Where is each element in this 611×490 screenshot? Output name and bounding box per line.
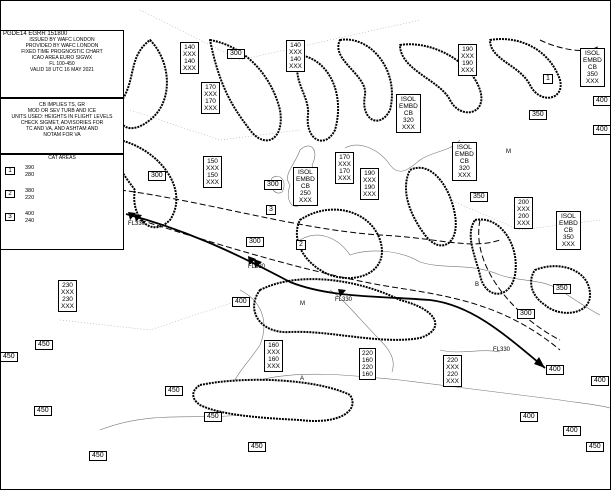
jet-fl-label-4: FL330	[493, 347, 511, 353]
trop-height-15: 450	[0, 352, 18, 362]
cat-areas-title: CAT AREAS	[48, 155, 76, 161]
svg-text:M: M	[506, 149, 511, 155]
turb-box-9	[58, 280, 77, 312]
turb-box-11	[359, 348, 376, 380]
notes-panel	[0, 98, 124, 154]
cat-areas-panel	[0, 154, 124, 250]
cb-box-4	[293, 167, 318, 206]
trop-height-17: 450	[34, 406, 52, 416]
cat-legend-3-id: 3	[5, 213, 15, 221]
turb-box-6-line-4: XXX	[338, 175, 352, 182]
cat-legend-2	[5, 188, 35, 201]
issue-line-3: FIXED TIME PROGNOSTIC CHART	[21, 49, 103, 55]
trop-height-20: 450	[248, 442, 266, 452]
cb-box-1-line-4: 350	[586, 71, 598, 78]
trop-height-23: 450	[586, 442, 604, 452]
turb-box-12	[443, 355, 462, 387]
note-line-4: UNITS USED: HEIGHTS IN FLIGHT LEVELS	[11, 114, 113, 120]
jet-fl-label-1: FL330	[128, 221, 146, 227]
trop-height-16: 450	[165, 386, 183, 396]
turb-box-2-line-2: XXX	[289, 49, 303, 56]
cb-box-2-line-1: ISOL	[400, 96, 416, 103]
turb-box-12-line-4: XXX	[446, 378, 460, 385]
turb-box-12-line-3: 220	[447, 371, 458, 378]
cat-legend-2-id: 2	[5, 190, 15, 198]
cat-legend-1	[5, 165, 35, 178]
trop-height-11: 300	[517, 309, 535, 319]
cb-box-2-line-4: 320	[402, 117, 414, 124]
svg-text:M: M	[300, 301, 305, 307]
note-line-5: CHECK SIGMET, ADVISORIES FOR	[20, 120, 104, 126]
turb-box-11-line-4: 160	[362, 371, 373, 378]
cat-legend-3-bottom: 240	[25, 218, 35, 224]
turb-box-12-line-1: 220	[447, 357, 458, 364]
trop-height-19: 450	[89, 451, 107, 461]
turb-box-10-line-1: 160	[268, 342, 279, 349]
cat-legend-3	[5, 211, 35, 224]
turb-box-3-line-2: XXX	[204, 91, 218, 98]
cb-box-4-line-5: XXX	[298, 197, 312, 204]
turb-box-5-line-1: 150	[207, 158, 218, 165]
trop-height-13: 400	[591, 376, 609, 386]
trop-height-3: 350	[529, 110, 547, 120]
svg-text:A: A	[300, 376, 305, 382]
cat-legend-1-top: 390	[25, 165, 35, 171]
turb-box-5-line-3: 150	[207, 172, 218, 179]
turb-box-7-line-2: XXX	[363, 177, 377, 184]
turb-box-4-line-2: XXX	[461, 53, 475, 60]
turb-box-7-line-4: XXX	[363, 191, 377, 198]
trop-height-10: 400	[232, 297, 250, 307]
turb-box-3	[201, 82, 220, 114]
turb-box-10-line-3: 160	[268, 356, 279, 363]
cat-marker-3: 3	[266, 205, 276, 215]
turb-box-1-line-3: 140	[184, 58, 195, 65]
cb-box-3-line-3: CB	[459, 158, 469, 165]
turb-box-11-line-3: 220	[362, 364, 373, 371]
jet-fl-label-2: FL330	[248, 264, 266, 270]
cb-box-5-line-1: ISOL	[560, 213, 576, 220]
turb-box-1-line-1: 140	[184, 44, 195, 51]
cb-box-2-line-5: XXX	[401, 124, 415, 131]
cb-box-1-line-1: ISOL	[584, 50, 600, 57]
note-line-2: MOD OR SEV TURB AND ICE	[27, 108, 97, 114]
svg-text:B: B	[475, 282, 480, 288]
cat-marker-1: 1	[543, 74, 553, 84]
cb-box-5	[556, 211, 581, 250]
cat-legend-3-top: 400	[25, 211, 35, 217]
trop-height-5: 300	[148, 171, 166, 181]
issue-line-1: ISSUED BY WAFC LONDON	[29, 37, 95, 43]
trop-height-1: 300	[227, 49, 245, 59]
turb-box-5-line-2: XXX	[206, 165, 220, 172]
cb-box-4-line-3: CB	[300, 183, 310, 190]
turb-box-5-line-4: XXX	[206, 179, 220, 186]
turb-box-10-line-4: XXX	[267, 363, 281, 370]
trop-height-21: 400	[520, 412, 538, 422]
cat-legend-1-bottom: 280	[25, 172, 35, 178]
turb-box-4-line-4: XXX	[461, 67, 475, 74]
turb-box-9-line-1: 230	[62, 282, 73, 289]
turb-box-10-line-2: XXX	[267, 349, 281, 356]
turb-box-9-line-4: XXX	[61, 303, 75, 310]
cb-box-3-line-2: EMBD	[455, 151, 474, 158]
cb-box-1	[580, 48, 605, 87]
turb-box-8-line-2: XXX	[517, 206, 531, 213]
turb-box-5	[203, 156, 222, 188]
turb-box-6	[335, 152, 354, 184]
turb-box-4	[458, 44, 477, 76]
issue-line-2: PROVIDED BY WAFC LONDON	[25, 43, 99, 49]
turb-box-6-line-1: 170	[339, 154, 350, 161]
turb-box-8-line-1: 200	[518, 199, 529, 206]
trop-height-12: 400	[546, 365, 564, 375]
turb-box-4-line-1: 190	[462, 46, 473, 53]
turb-box-6-line-3: 170	[339, 168, 350, 175]
issue-line-6: VALID 18 UTC 16 MAY 2021	[30, 67, 94, 73]
cb-box-4-line-4: 250	[299, 190, 311, 197]
chart-id: PGDE14 EGRR 151800	[3, 31, 68, 37]
turb-box-8-line-3: 200	[518, 213, 529, 220]
turb-box-9-line-2: XXX	[61, 289, 75, 296]
turb-box-3-line-3: 170	[205, 98, 216, 105]
cat-legend-2-top: 380	[25, 188, 35, 194]
trop-height-9: 350	[553, 284, 571, 294]
turb-box-7	[360, 168, 379, 200]
cb-box-5-line-4: 350	[562, 234, 574, 241]
note-line-7: NOTAM FOR VA	[43, 132, 81, 138]
cb-box-5-line-2: EMBD	[559, 220, 578, 227]
turb-box-3-line-4: XXX	[204, 105, 218, 112]
cb-box-3-line-1: ISOL	[456, 144, 472, 151]
turb-box-11-line-1: 220	[362, 350, 373, 357]
issue-line-4: ICAO AREA EURO SIGWX	[31, 55, 93, 61]
trop-height-14: 450	[35, 340, 53, 350]
cb-box-4-line-1: ISOL	[297, 169, 313, 176]
cb-box-3-line-4: 320	[458, 165, 470, 172]
trop-height-7: 300	[246, 237, 264, 247]
cb-box-1-line-3: CB	[587, 64, 597, 71]
turb-box-7-line-3: 190	[364, 184, 375, 191]
trop-height-6: 300	[264, 180, 282, 190]
cb-box-2-line-3: CB	[403, 110, 413, 117]
cb-box-2	[396, 94, 421, 133]
cb-box-1-line-2: EMBD	[583, 57, 602, 64]
turb-box-1-line-2: XXX	[183, 51, 197, 58]
turb-box-10	[264, 340, 283, 372]
turb-box-3-line-1: 170	[205, 84, 216, 91]
trop-height-22: 400	[563, 426, 581, 436]
note-line-1: CB IMPLIES TS, GR	[38, 102, 86, 108]
issue-line-5: FL 100-450	[49, 61, 75, 67]
turb-box-2	[286, 40, 305, 72]
turb-box-12-line-2: XXX	[446, 364, 460, 371]
cat-legend-1-id: 1	[5, 167, 15, 175]
turb-box-4-line-3: 190	[462, 60, 473, 67]
cb-box-5-line-3: CB	[563, 227, 573, 234]
cb-box-1-line-5: XXX	[585, 78, 599, 85]
turb-box-1	[180, 42, 199, 74]
turb-box-9-line-3: 230	[62, 296, 73, 303]
cat-marker-2: 2	[296, 240, 306, 250]
turb-box-2-line-4: XXX	[289, 63, 303, 70]
turb-box-2-line-3: 140	[290, 56, 301, 63]
cb-box-3-line-5: XXX	[457, 172, 471, 179]
turb-box-8	[514, 197, 533, 229]
turb-box-6-line-2: XXX	[338, 161, 352, 168]
trop-height-4: 400	[593, 125, 611, 135]
turb-box-1-line-4: XXX	[183, 65, 197, 72]
cat-legend-2-bottom: 220	[25, 195, 35, 201]
cb-box-2-line-2: EMBD	[399, 103, 418, 110]
trop-height-8: 350	[470, 192, 488, 202]
trop-height-18: 450	[204, 412, 222, 422]
turb-box-11-line-2: 160	[362, 357, 373, 364]
cb-box-3	[452, 142, 477, 181]
cb-box-4-line-2: EMBD	[296, 176, 315, 183]
chart-header-panel	[0, 30, 124, 98]
trop-height-2: 400	[593, 96, 611, 106]
cb-box-5-line-5: XXX	[561, 241, 575, 248]
note-line-6: TC AND VA, AND ASHTAM AND	[25, 126, 99, 132]
jet-fl-label-3: FL330	[335, 297, 353, 303]
turb-box-8-line-4: XXX	[517, 220, 531, 227]
turb-box-7-line-1: 190	[364, 170, 375, 177]
turb-box-2-line-1: 140	[290, 42, 301, 49]
